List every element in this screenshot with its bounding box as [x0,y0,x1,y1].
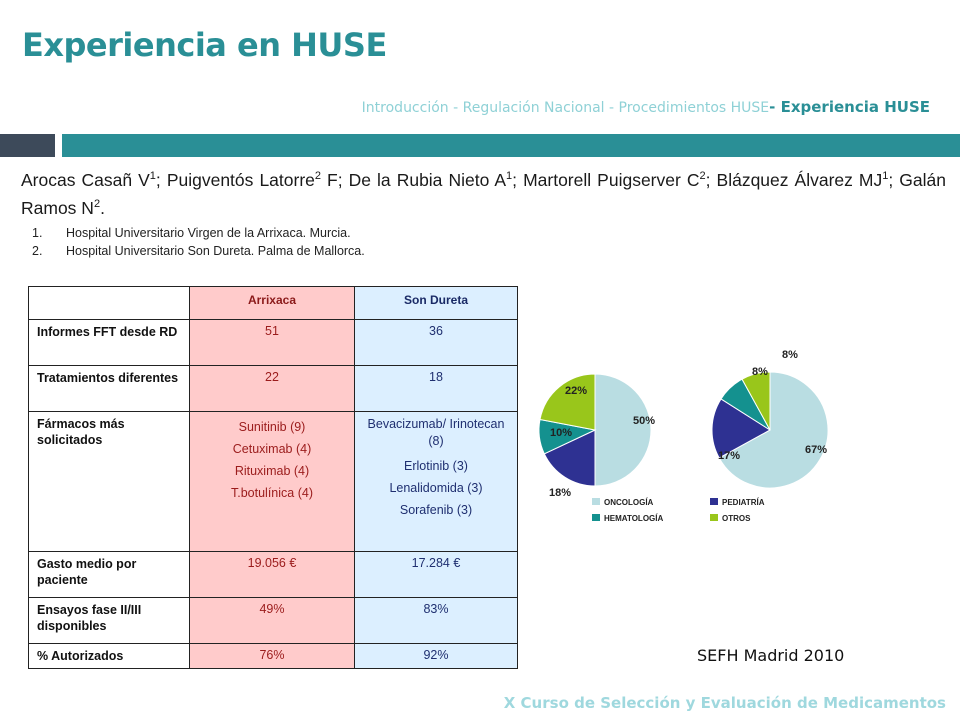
cell-son-dureta: 17.284 € [355,552,518,598]
pie-data-label: 8% [782,349,798,361]
header-bar-dark [0,134,55,157]
breadcrumb [362,98,930,116]
drug-item: Sorafenib (3) [399,503,473,517]
slide-title: Experiencia en HUSE [22,26,387,64]
authors: Arocas Casañ $V^1$; Puigventós Latorre$^2$ F; De la Rubia Nieto $A^1$; Martorell Puigserver $C^2$; Blázquez Álvarez $MJ^1$; Galán Ramos $N^2$. [21,169,946,218]
legend-swatch [592,514,600,521]
table-row [29,412,518,552]
cell-son-dureta: 83% [355,598,518,644]
course-title: X Curso de Selección y Evaluación de Medicamentos [503,694,946,712]
drug-item: Sunitinib (9) [238,420,306,434]
drug-item: Cetuximab (4) [232,442,312,456]
affiliation-item: 2. Hospital Universitario Son Dureta. Palma de Mallorca. [32,244,365,258]
legend-label: PEDIATRÍA [722,498,765,507]
row-label: Gasto medio por paciente [29,552,190,598]
table-header-row [29,287,518,320]
header-son-dureta: Son Dureta [355,287,518,320]
event-label: SEFH Madrid 2010 [697,646,845,665]
pie-data-label: 18% [548,487,572,499]
drug-item: Lenalidomida (3) [389,481,483,495]
cell-arrixaca: 19.056 € [190,552,355,598]
table-row [29,366,518,412]
pie-data-label: 50% [632,415,656,427]
cell-son-dureta: 36 [355,320,518,366]
cell-arrixaca: 76% [190,644,355,669]
cell-arrixaca: 51 [190,320,355,366]
comparison-table [28,286,518,669]
pie-data-label: 17% [717,450,741,462]
cell-arrixaca [190,412,355,552]
affiliation-item: 1. Hospital Universitario Virgen de la Arrixaca. Murcia. [32,226,351,240]
cell-arrixaca: 22 [190,366,355,412]
row-label: Fármacos más solicitados [29,412,190,552]
legend-swatch [710,498,718,505]
row-label: Tratamientos diferentes [29,366,190,412]
row-label: Ensayos fase II/III disponibles [29,598,190,644]
header-arrixaca: Arrixaca [190,287,355,320]
row-label: % Autorizados [29,644,190,669]
pie-charts [520,340,880,540]
drug-item: T.botulínica (4) [231,486,313,500]
table-row [29,598,518,644]
table-row [29,552,518,598]
pie-slice-oncología [595,374,651,486]
legend-label: ONCOLOGÍA [604,498,654,507]
pie-data-label: 67% [804,444,828,456]
drug-item: Erlotinib (3) [404,459,468,473]
header-bar-teal [62,134,960,157]
row-label: Informes FFT desde RD [29,320,190,366]
cell-son-dureta: 18 [355,366,518,412]
cell-arrixaca: 49% [190,598,355,644]
legend-swatch [710,514,718,521]
drug-item: Rituximab (4) [234,464,310,478]
table-row [29,644,518,669]
legend-label: HEMATOLOGÍA [604,514,664,523]
cell-son-dureta: 92% [355,644,518,669]
pie-data-label: 22% [564,385,588,397]
pie-data-label: 10% [549,427,573,439]
cell-son-dureta [355,412,518,552]
header-empty [29,287,190,320]
affiliations-list [32,224,365,260]
breadcrumb-current: - Experiencia HUSE [769,98,930,116]
table-row [29,320,518,366]
drug-item: Bevacizumab/ Irinotecan (8) [367,417,505,448]
legend-label: OTROS [722,514,751,523]
breadcrumb-path: Introducción - Regulación Nacional - Procedimientos HUSE [361,100,770,116]
legend-swatch [592,498,600,505]
pie-data-label: 8% [752,366,768,378]
